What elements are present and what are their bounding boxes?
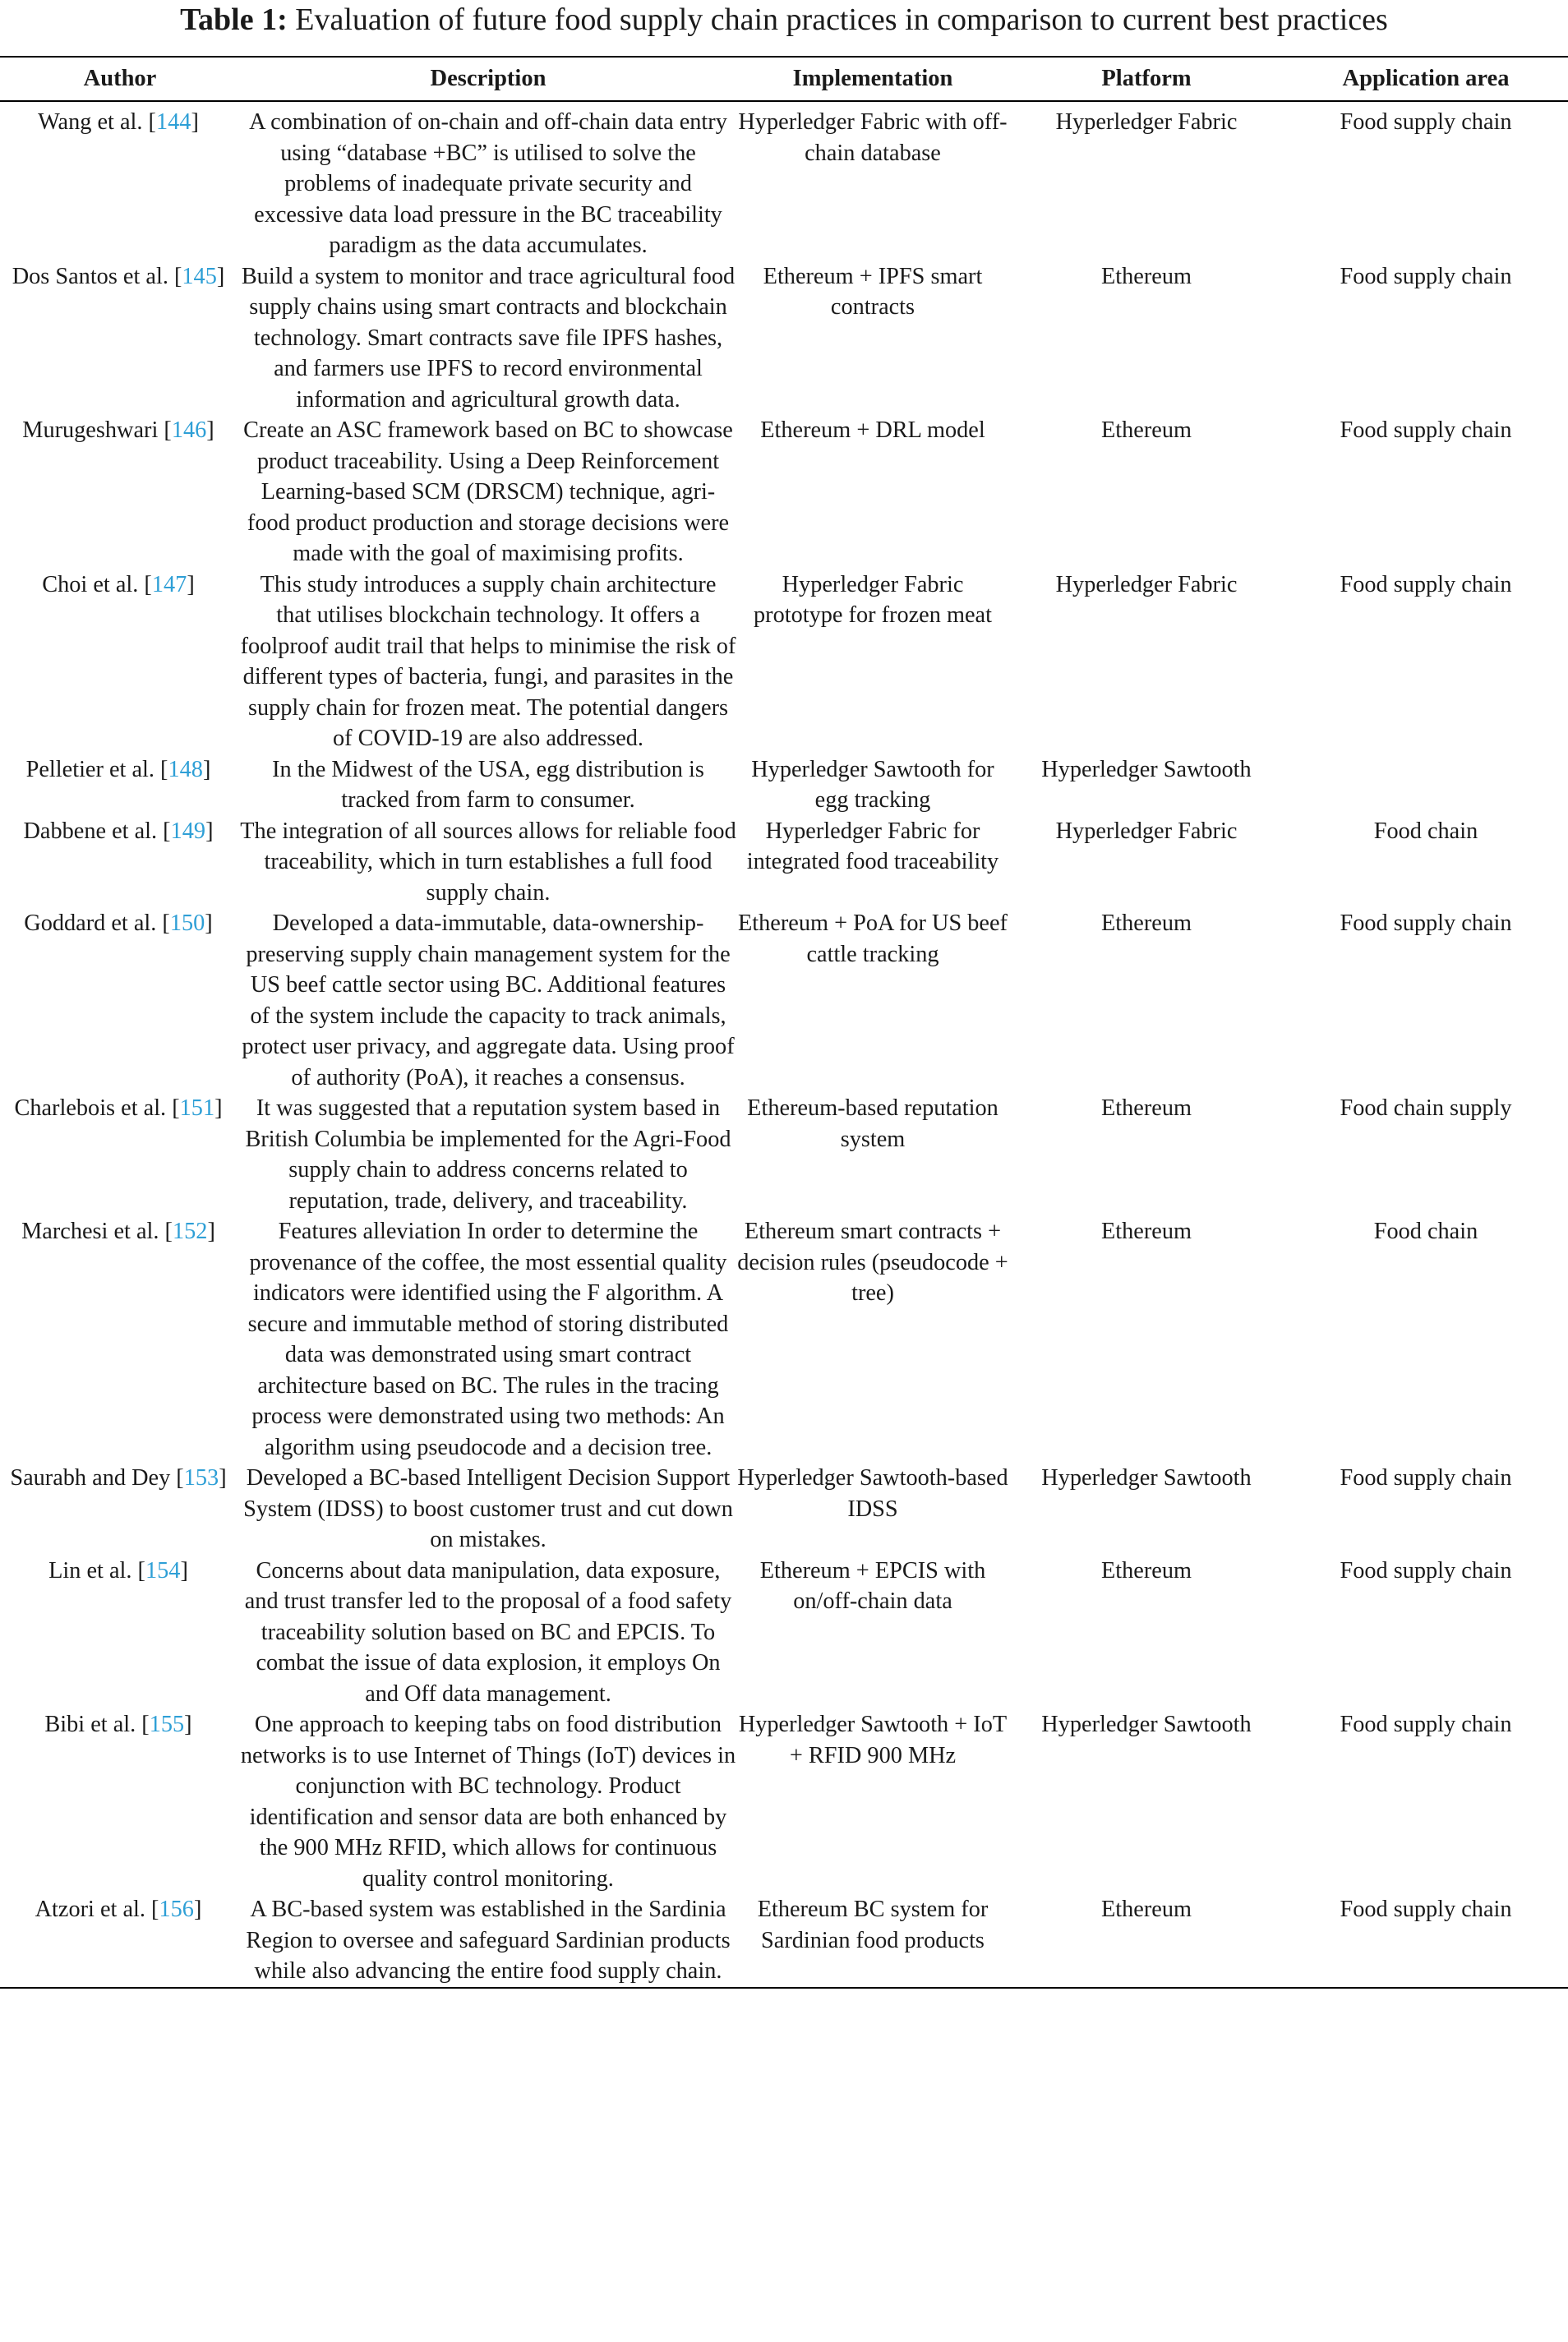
citation-bracket: ]	[206, 417, 214, 443]
citation-link[interactable]: 145	[182, 263, 217, 289]
description-cell: Concerns about data manipulation, data exposure, and trust transfer led to the proposal of a food safety traceability solution based on BC and EPCIS. To combat the issue of data explosion, it employs On and Off data management.	[244, 1557, 732, 1707]
application-area-cell: Food supply chain	[1340, 1465, 1512, 1491]
citation-link[interactable]: 155	[149, 1712, 185, 1737]
application-area-cell: Food chain	[1373, 818, 1478, 844]
citation-bracket: ]	[184, 1712, 192, 1737]
citation-link[interactable]: 146	[171, 417, 207, 443]
author-name: Marchesi et al. [	[21, 1219, 173, 1244]
description-cell: It was suggested that a reputation system based in British Columbia be implemented for the Agri-Food supply chain to address concerns related to reputation, trade, delivery, and traceability.	[245, 1095, 731, 1214]
author-name: Dos Santos et al. [	[12, 263, 182, 289]
citation-bracket: ]	[180, 1557, 188, 1584]
header-description: Description	[430, 66, 546, 92]
platform-cell: Hyperledger Fabric	[1055, 571, 1238, 597]
table-row	[0, 754, 1568, 816]
application-area-cell: Food supply chain	[1340, 263, 1512, 289]
citation-bracket: ]	[207, 1219, 215, 1244]
application-area-cell	[1284, 754, 1568, 816]
implementation-cell: Ethereum-based reputation system	[747, 1095, 998, 1152]
implementation-cell: Hyperledger Sawtooth-based IDSS	[737, 1465, 1008, 1522]
description-cell: One approach to keeping tabs on food distribution networks is to use Internet of Things (IoT) devices in conjunction with BC technology. Product identification and sensor data are both enhanced by the 900 MHz RFID, which allows for continuous quality control monitoring.	[240, 1712, 736, 1892]
author-cell	[0, 908, 240, 1093]
author-name: Bibi et al. [	[44, 1712, 150, 1737]
description-cell: The integration of all sources allows for reliable food traceability, which in turn establishes a full food supply chain.	[240, 818, 736, 906]
author-cell	[0, 415, 240, 569]
author-name: Goddard et al. [	[24, 911, 170, 936]
platform-cell: Hyperledger Fabric	[1055, 818, 1238, 844]
description-cell: Developed a BC-based Intelligent Decision Support System (IDSS) to boost customer trust and cut down on mistakes.	[243, 1465, 733, 1552]
platform-cell: Ethereum	[1101, 1557, 1192, 1584]
platform-cell: Ethereum	[1101, 1219, 1192, 1244]
application-area-cell: Food supply chain	[1340, 417, 1512, 443]
implementation-cell: Hyperledger Fabric with off-chain database	[738, 109, 1008, 166]
table-row	[0, 261, 1568, 416]
citation-bracket: ]	[216, 263, 225, 289]
implementation-cell: Ethereum + DRL model	[760, 417, 985, 443]
header-implementation: Implementation	[792, 66, 953, 92]
author-name: Charlebois et al. [	[14, 1095, 180, 1121]
implementation-cell: Ethereum smart contracts + decision rules (pseudocode + tree)	[737, 1219, 1008, 1306]
citation-link[interactable]: 156	[159, 1897, 194, 1922]
application-area-cell: Food supply chain	[1340, 911, 1512, 936]
citation-bracket: ]	[205, 911, 213, 936]
table-row	[0, 1894, 1568, 1988]
table-row	[0, 1709, 1568, 1894]
author-name: Choi et al. [	[42, 571, 152, 597]
table-body	[0, 101, 1568, 1988]
citation-bracket: ]	[205, 818, 214, 844]
implementation-cell: Hyperledger Sawtooth + IoT + RFID 900 MHz	[738, 1712, 1008, 1768]
author-cell	[0, 1556, 240, 1710]
platform-cell: Hyperledger Sawtooth	[1041, 1712, 1252, 1737]
author-cell	[0, 1216, 240, 1463]
table-caption-text: Evaluation of future food supply chain practices in comparison to current best practices	[287, 2, 1388, 37]
citation-link[interactable]: 154	[145, 1557, 181, 1584]
citation-link[interactable]: 149	[170, 818, 206, 844]
author-name: Pelletier et al. [	[25, 756, 168, 782]
description-cell: Developed a data-immutable, data-ownership-preserving supply chain management system for the US beef cattle sector using BC. Additional features of the system include the capacity to track animals, protect user privacy, and aggregate data. Using proof of authority (PoA), it reaches a consensus.	[242, 911, 735, 1090]
table-row	[0, 1556, 1568, 1710]
table-row	[0, 101, 1568, 261]
platform-cell: Ethereum	[1101, 1095, 1192, 1121]
citation-link[interactable]: 150	[169, 911, 205, 936]
platform-cell: Hyperledger Sawtooth	[1041, 1465, 1252, 1491]
author-name: Saurabh and Dey [	[10, 1465, 184, 1491]
implementation-cell: Ethereum + EPCIS with on/off-chain data	[759, 1557, 986, 1614]
author-cell	[0, 1894, 240, 1988]
citation-link[interactable]: 152	[172, 1219, 208, 1244]
table-caption-label: Table 1:	[180, 2, 288, 37]
citation-link[interactable]: 151	[179, 1095, 215, 1121]
platform-cell: Ethereum	[1101, 911, 1192, 936]
platform-cell: Hyperledger Sawtooth	[1041, 756, 1252, 782]
implementation-cell: Hyperledger Sawtooth for egg tracking	[751, 756, 994, 813]
author-cell	[0, 754, 240, 816]
description-cell: A combination of on-chain and off-chain data entry using “database +BC” is utilised to solve the problems of inadequate private security and excessive data load pressure in the BC traceability paradigm as the data accumulates.	[249, 109, 727, 258]
implementation-cell: Ethereum + PoA for US beef cattle tracking	[738, 911, 1008, 967]
table-row	[0, 1463, 1568, 1556]
citation-link[interactable]: 153	[183, 1465, 219, 1491]
description-cell: Features alleviation In order to determine the provenance of the coffee, the most essential quality indicators were identified using the F algorithm. A secure and immutable method of storing distributed data was demonstrated using smart contract architecture based on BC. The rules in the tracing process were demonstrated using two methods: An algorithm using pseudocode and a decision tree.	[247, 1219, 729, 1460]
table-caption	[0, 0, 1568, 56]
citation-link[interactable]: 144	[155, 109, 191, 135]
description-cell: Create an ASC framework based on BC to showcase product traceability. Using a Deep Reinforcement Learning-based SCM (DRSCM) technique, agri-food product production and storage decisions were made with the goal of maximising profits.	[243, 417, 733, 566]
implementation-cell: Hyperledger Fabric for integrated food traceability	[746, 818, 999, 874]
application-area-cell: Food supply chain	[1340, 1712, 1512, 1737]
citation-bracket: ]	[214, 1095, 223, 1121]
table-row	[0, 1216, 1568, 1463]
platform-cell: Ethereum	[1101, 1897, 1192, 1922]
table-row	[0, 908, 1568, 1093]
header-application-area: Application area	[1342, 66, 1510, 92]
citation-bracket: ]	[219, 1465, 227, 1491]
header-platform: Platform	[1101, 66, 1192, 92]
application-area-cell: Food supply chain	[1340, 1557, 1512, 1584]
author-cell	[0, 1093, 240, 1216]
citation-link[interactable]: 148	[168, 756, 203, 782]
citation-bracket: ]	[187, 571, 195, 597]
author-name: Atzori et al. [	[35, 1897, 159, 1922]
author-name: Murugeshwari [	[22, 417, 172, 443]
author-name: Wang et al. [	[38, 109, 156, 135]
application-area-cell: Food chain supply	[1340, 1095, 1512, 1121]
implementation-cell: Ethereum BC system for Sardinian food products	[757, 1897, 989, 1953]
implementation-cell: Ethereum + IPFS smart contracts	[763, 263, 983, 320]
author-name: Lin et al. [	[48, 1557, 145, 1584]
citation-link[interactable]: 147	[151, 571, 187, 597]
description-cell: Build a system to monitor and trace agricultural food supply chains using smart contracts and blockchain technology. Smart contracts save file IPFS hashes, and farmers use IPFS to record environmental information and agricultural growth data.	[241, 263, 736, 413]
description-cell: This study introduces a supply chain architecture that utilises blockchain technology. It offers a foolproof audit trail that helps to minimise the risk of different types of bacteria, fungi, and parasites in the supply chain for frozen meat. The potential dangers of COVID-19 are also addressed.	[240, 571, 736, 751]
application-area-cell: Food supply chain	[1340, 109, 1512, 135]
table-row	[0, 415, 1568, 569]
table-row	[0, 816, 1568, 909]
author-cell	[0, 816, 240, 909]
application-area-cell: Food supply chain	[1340, 571, 1512, 597]
author-name: Dabbene et al. [	[23, 818, 171, 844]
table-row	[0, 569, 1568, 754]
platform-cell: Ethereum	[1101, 417, 1192, 443]
author-cell	[0, 569, 240, 754]
table-row	[0, 1093, 1568, 1216]
author-cell	[0, 1709, 240, 1894]
platform-cell: Hyperledger Fabric	[1055, 109, 1238, 135]
citation-bracket: ]	[202, 756, 211, 782]
author-cell	[0, 101, 240, 261]
platform-cell: Ethereum	[1101, 263, 1192, 289]
application-area-cell: Food chain	[1373, 1219, 1478, 1244]
citation-bracket: ]	[191, 109, 199, 135]
application-area-cell: Food supply chain	[1340, 1897, 1512, 1922]
description-cell: In the Midwest of the USA, egg distribution is tracked from farm to consumer.	[272, 756, 704, 813]
implementation-cell: Hyperledger Fabric prototype for frozen meat	[754, 571, 992, 628]
citation-bracket: ]	[193, 1897, 202, 1922]
header-author: Author	[83, 66, 157, 92]
comparison-table	[0, 56, 1568, 1989]
table-header-row	[0, 57, 1568, 101]
author-cell	[0, 261, 240, 416]
author-cell	[0, 1463, 240, 1556]
description-cell: A BC-based system was established in the Sardinia Region to oversee and safeguard Sardinian products while also advancing the entire food supply chain.	[246, 1897, 731, 1984]
